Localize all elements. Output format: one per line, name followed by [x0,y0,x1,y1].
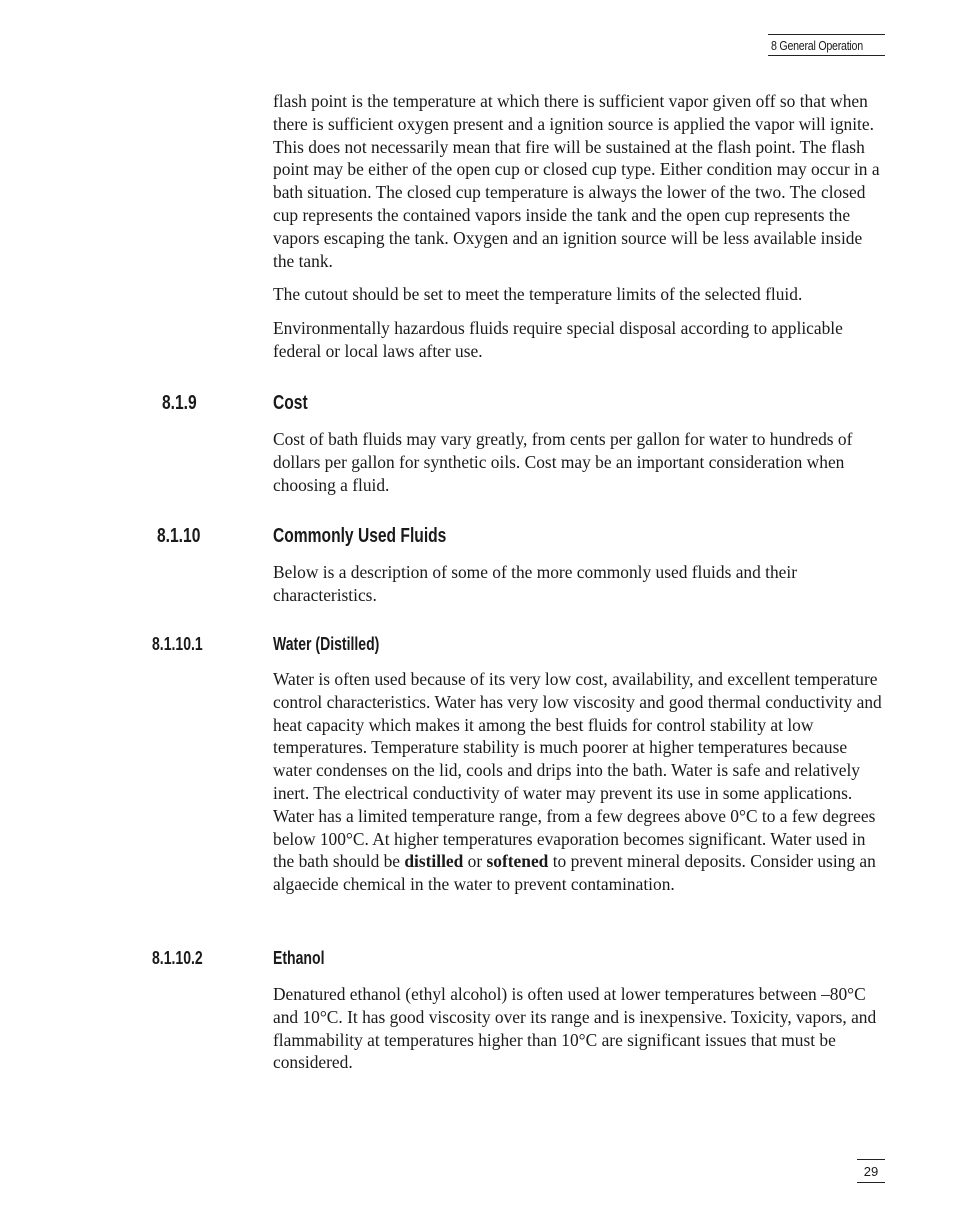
section-text-cost: Cost of bath fluids may vary greatly, from cents per gallon for water to hundreds of dollars per gallon for synthetic oils. Cost may be an important consideration when choosing a fluid. [273,429,853,495]
page-number: 29 [857,1159,885,1183]
section-text-fluids: Below is a description of some of the more commonly used fluids and their characteristics. [273,562,798,605]
section-number-cost: 8.1.9 [162,392,197,414]
intro-paragraph-cutout: The cutout should be set to meet the temperature limits of the selected fluid. [273,284,803,304]
water-text-before: Water is often used because of its very low cost, availability, and excellent temperature control characteristics. Water has very low viscosity and good thermal conductivity and heat capacity which makes it among the best fluids for control stability at low temperatures. Temperature stability is much poorer at higher temperatures because water condenses on the lid, cools and drips into the bath. Water is safe and relatively inert. The electrical conductivity of water may prevent its use in some applications. Water has a limited temperature range, from a few degrees above 0°C to a few degrees below 100°C. At higher temperatures evaporation becomes significant. Water used in the bath should be [273,669,882,872]
section-text-water [273,668,885,896]
section-title-ethanol: Ethanol [273,948,325,968]
section-title-cost: Cost [273,392,308,414]
running-header-title: 8 General Operation [771,38,863,53]
section-text-ethanol: Denatured ethanol (ethyl alcohol) is often used at lower temperatures between –80°C and 10°C. It has good viscosity over its range and is inexpensive. Toxicity, vapors, and flammability at temperatures higher than 10°C are significant issues that must be considered. [273,984,877,1073]
intro-paragraph-hazardous: Environmentally hazardous fluids require special disposal according to applicable federal or local laws after use. [273,318,843,361]
section-title-water: Water (Distilled) [273,634,380,654]
water-bold-distilled: distilled [404,851,464,872]
water-bold-softened: softened [486,851,549,872]
section-number-fluids: 8.1.10 [157,525,201,547]
section-number-water: 8.1.10.1 [152,634,203,654]
section-title-fluids: Commonly Used Fluids [273,525,447,547]
running-header [768,34,885,56]
section-number-ethanol: 8.1.10.2 [152,948,203,968]
water-text-mid: or [463,851,487,872]
intro-paragraph-flash-point: flash point is the temperature at which there is sufficient vapor given off so that when there is sufficient oxygen present and a ignition source is applied the vapor will ignite. This does not necessarily mean that fire will be sustained at the flash point. The flash point may be either of the open cup or closed cup type. Either condition may occur in a bath situation. The closed cup temperature is always the lower of the two. The closed cup represents the contained vapors inside the tank and the open cup represents the vapors escaping the tank. Oxygen and an ignition source will be less available inside the tank. [273,91,880,271]
water-text-after: to prevent mineral deposits. Consider using an algaecide chemical in the water to prevent contamination. [273,851,876,895]
